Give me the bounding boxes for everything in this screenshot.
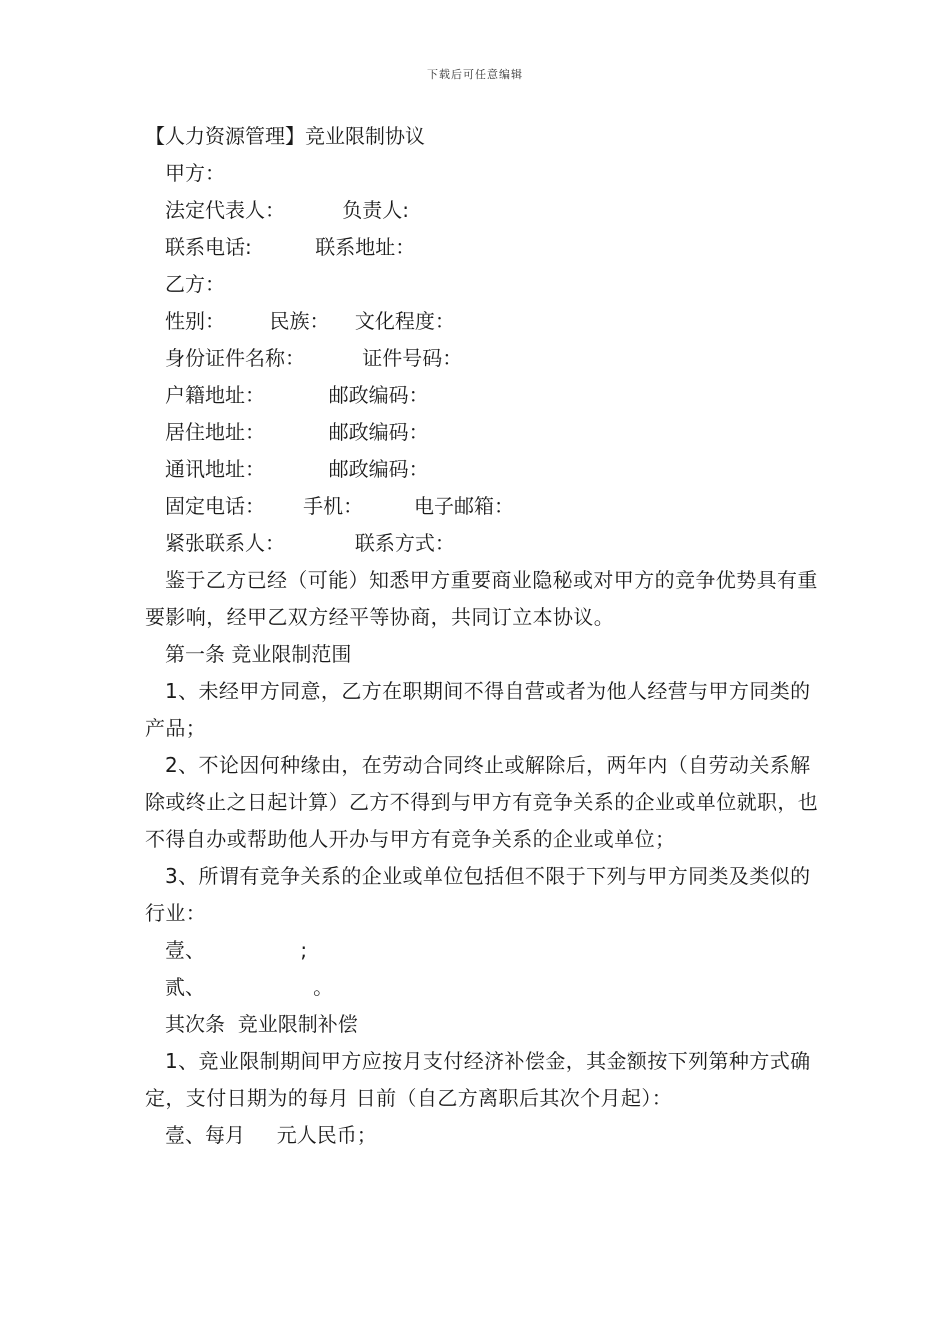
document-title: 【人力资源管理】竞业限制协议 xyxy=(145,124,425,148)
document-body xyxy=(145,118,825,1154)
article-1-clause-2: 2、不论因何种缘由，在劳动合同终止或解除后，两年内（自劳动关系解除或终止之日起计算）乙方不得到与甲方有竞争关系的企业或单位就职，也不得自办或帮助他人开办与甲方有竞争关系的企业或单位； xyxy=(145,753,819,851)
industry-item-1: 壹、 ; xyxy=(165,938,308,962)
article-2-clause-1: 1、竞业限制期间甲方应按月支付经济补偿金，其金额按下列第种方式确定，支付日期为的每月 日前（自乙方离职后其次个月起）： xyxy=(145,1049,811,1110)
article-1-title: 第一条 竞业限制范围 xyxy=(165,642,352,666)
industry-item-2: 贰、 。 xyxy=(165,975,334,999)
party-a-line: 甲方： xyxy=(165,161,225,185)
compensation-option-1: 壹、每月 元人民币； xyxy=(165,1123,377,1147)
article-1-clause-1: 1、未经甲方同意，乙方在职期间不得自营或者为他人经营与甲方同类的产品； xyxy=(145,679,811,740)
emergency-contact-line: 紧张联系人： 联系方式： xyxy=(165,531,455,555)
id-document-line: 身份证件名称： 证件号码： xyxy=(165,346,463,370)
gender-ethnicity-education-line: 性别： 民族： 文化程度： xyxy=(165,309,455,333)
article-2-title: 其次条 竞业限制补偿 xyxy=(165,1012,358,1036)
header-note: 下载后可任意编辑 xyxy=(427,68,523,81)
article-1-clause-3: 3、所谓有竞争关系的企业或单位包括但不限于下列与甲方同类及类似的行业： xyxy=(145,864,811,925)
contact-phones-line: 固定电话： 手机： 电子邮箱： xyxy=(165,494,515,518)
phone-address-line: 联系电话: 联系地址： xyxy=(165,235,416,259)
household-address-line: 户籍地址： 邮政编码： xyxy=(165,383,429,407)
legal-rep-line: 法定代表人： 负责人: xyxy=(165,198,409,222)
preamble-paragraph: 鉴于乙方已经（可能）知悉甲方重要商业隐秘或对甲方的竞争优势具有重要影响，经甲乙双方经平等协商，共同订立本协议。 xyxy=(145,568,818,629)
mailing-address-line: 通讯地址： 邮政编码： xyxy=(165,457,429,481)
residence-address-line: 居住地址： 邮政编码： xyxy=(165,420,429,444)
party-b-line: 乙方： xyxy=(165,272,225,296)
